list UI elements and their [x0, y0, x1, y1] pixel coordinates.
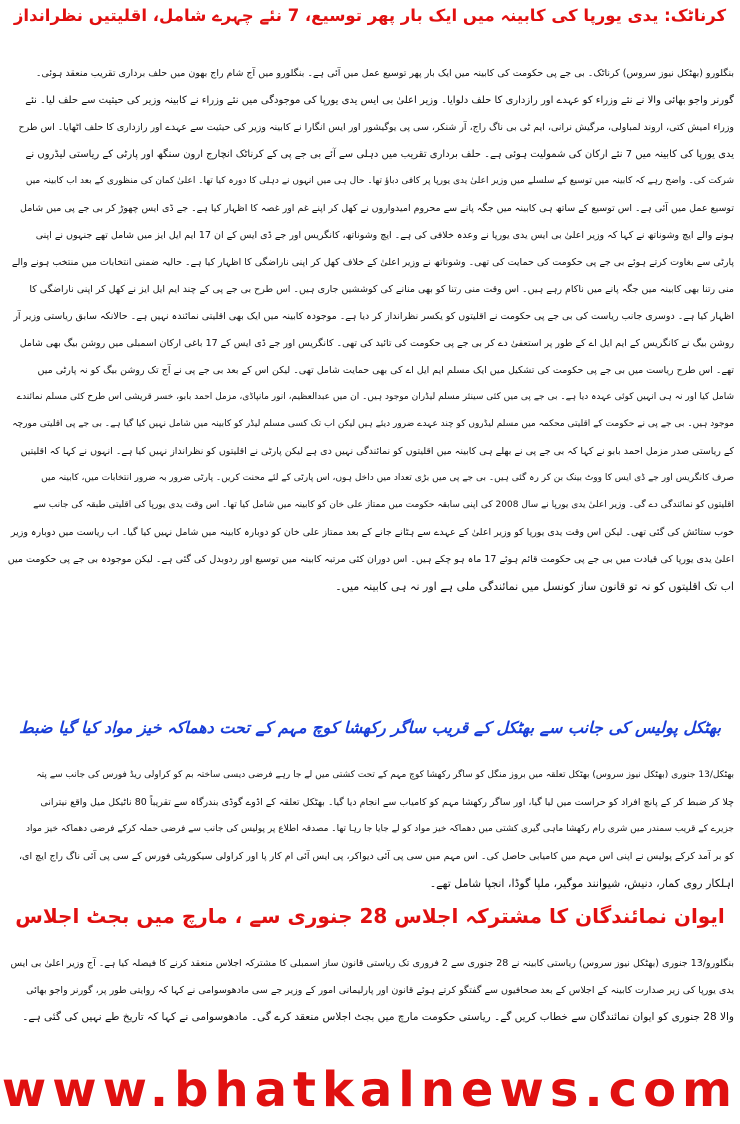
article-1-line: وزراء امیش کتی، اروند لمباولی، مرگیش نرانی، ایم ٹی بی ناگ راج، آر شنکر، سی پی یوگیشور اور ایس انگارا نے کابینہ وزیر کی حیثیت سے عہدے اور رازداری کا حلف اٹھایا۔ اس طرح: [18, 122, 734, 133]
article-2-headline: بھٹکل پولیس کی جانب سے بھٹکل کے قریب ساگر رکھشا کوچ مہم کے تحت دھماکہ خیز مواد کیا گیا ضبط: [19, 718, 721, 737]
article-3-line: بنگلورو/13 جنوری (بھٹکل نیوز سروس) ریاستی کابینہ نے 28 جنوری سے 2 فروری تک ریاستی قانون ساز اسمبلی کا مشترکہ اجلاس منعقد کرنے کا فیصلہ کیا ہے۔ آج وزیر اعلیٰ بی ایس: [10, 958, 734, 969]
article-1-line: توسیع عمل میں آئی ہے۔ اس توسیع کے ساتھ ہی کابینہ میں جگہ پانے سے محروم امیدواروں نے کھل کر اپنے غم اور غصہ کا اظہار کیا ہے۔ جے ڈی ایس چھوڑ کر بی جے پی میں شامل: [20, 203, 734, 214]
article-3-headline: ایوان نمائندگان کا مشترکہ اجلاس 28 جنوری سے ، مارچ میں بجٹ اجلاس: [15, 904, 725, 928]
article-1-body: [6, 60, 734, 712]
article-1-line: صرف کانگریس اور جے ڈی ایس کا ووٹ بینک بن کر رہ گئی ہیں۔ بی جے پی میں بڑی تعداد میں داخل ہوں، اس پارٹی کے لئے محنت کریں۔ پارٹی ضرور بہ ضرور انتخابات میں، کابینہ میں: [41, 473, 734, 483]
article-2-line: جزیرے کے قریب سمندر میں شری رام رکھشا ماہی گیری کشتی میں دھماکہ خیز مواد کو لے جایا جا رہا تھا۔ مصدقہ اطلاع پر پولیس کی جانب سے فرضی حملہ کرکے فرضی دھماکہ خیز مواد: [25, 824, 734, 834]
article-1-line: کے ریاستی صدر مزمل احمد بابو نے کہا کہ بی جے پی نے بھلے ہی کابینہ میں اقلیتوں کو نمائندگی نہیں دی ہے لیکن پارٹی نے اقلیتوں کو نظرانداز نہیں کیا ہے۔ انہوں نے کہا کہ اقلیتیں: [20, 446, 734, 457]
article-1-line: اظہار کیا ہے۔ دوسری جانب ریاست کی بی جے پی حکومت نے اقلیتوں کو یکسر نظرانداز کر دیا ہے۔ موجودہ کابینہ میں ایک بھی اقلیتی نمائندہ نہیں ہے۔ حالانکہ سابق ریاستی وزیر آر: [13, 311, 734, 322]
article-3-body: [6, 950, 734, 1052]
article-2-line: بھٹکل/13 جنوری (بھٹکل نیوز سروس) بھٹکل تعلقہ میں بروز منگل کو ساگر رکھشا کوچ مہم کے تحت کشتی میں لے جا رہے فرضی دیسی ساختہ بم کو کراولی ریڈ فورس کی جانب سے پتہ: [36, 770, 734, 780]
article-3-line: والا 28 جنوری کو ایوان نمائندگان سے خطاب کریں گے۔ ریاستی حکومت مارچ میں بجٹ اجلاس منعقد کرے گی۔ مادھوسوامی نے کہا کہ تاریخ طے نہیں کی گئی ہے۔: [22, 1011, 734, 1023]
article-1-line: اب تک اقلیتوں کو نہ تو قانون ساز کونسل میں نمائندگی ملی ہے اور نہ ہی کابینہ میں۔: [335, 580, 734, 593]
article-1-line: اقلیتوں کو نمائندگی دے گی۔ وزیر اعلیٰ یدی یورپا نے سال 2008 کی اپنی سابقہ حکومت میں ممتاز علی خان کو کابینہ میں شامل کیا تھا۔ اس وقت یدی یورپا کی اقلیتی طبقہ کی جانب سے: [33, 500, 734, 510]
article-2-line: چلا کر ضبط کر کے پانچ افراد کو حراست میں لیا گیا، اور ساگر رکھشا مہم کو کامیاب سے انجام دیا گیا۔ بھٹکل تعلقہ کے اڈوے گوڈی بندرگاہ سے تقریباً 80 ناٹیکل میل واقع نیترانی: [40, 797, 734, 808]
article-1-line: تھے۔ اس طرح ریاست میں بی جے پی حکومت کی تشکیل میں ایک مسلم ایم ایل اے کی بھی حمایت شامل تھی۔ لیکن اس کے بعد بی جے پی نے آج تک روشن بیگ کو نہ پارٹی میں: [37, 365, 734, 376]
article-1-line: شامل کیا اور نہ ہی انہیں کوئی عہدہ دیا ہے۔ بی جے پی میں کئی سینئر مسلم لیڈران موجود ہیں۔ ان میں عبدالعظیم، انور مانپاڈی، مزمل احمد بابو، خسر قریشی اس طرح کئی مسلم نمائندے: [16, 392, 734, 402]
site-url-banner: www.bhatkalnews.com: [1, 1062, 739, 1118]
article-2-line: اہلکار روی کمار، دنیش، شیوانند موگیر، ملپا گوڈا، انجپا شامل تھے۔: [429, 877, 734, 890]
article-2-body: [6, 762, 734, 897]
article-1-line: ہونے والے ایچ وشوناتھ نے کہا کہ وزیر اعلیٰ بی ایس یدی یورپا نے وعدہ خلافی کی ہے۔ ایچ وشوناتھ، کانگریس اور جے ڈی ایس کے ان 17 ایم ایل ایز میں شامل تھے جنہوں نے اپنی: [35, 230, 734, 241]
article-1-line: گورنر واجو بھائی والا نے نئے وزراء کو عہدے اور رازداری کا حلف دلوایا۔ وزیر اعلیٰ بی ایس یدی یورپا کی موجودگی میں نئے وزراء نے کابینہ وزیر کی حیثیت سے حلف لیا۔ نئے: [25, 95, 734, 106]
article-1-line: اعلیٰ یدی یورپا کی قیادت میں بی جے پی حکومت قائم ہوئے 17 ماہ ہو چکے ہیں۔ اس دوران کئی مرتبہ کابینہ میں توسیع اور ردوبدل کی گئی ہے۔ لیکن موجودہ بی جے پی حکومت میں: [7, 554, 734, 565]
article-1-line: روشن بیگ نے کانگریس کے ایم ایل اے کے طور پر استعفیٰ دے کر بی جے پی حکومت کی تائید کی تھی۔ کانگریس اور جے ڈی ایس کے 17 باغی ارکان اسمبلی میں روشن بیگ بھی شامل: [19, 338, 734, 349]
article-3-line: یدی یورپا کی زیر صدارت کابینہ کے اجلاس کے بعد صحافیوں سے گفتگو کرتے ہوئے قانون اور پارلیمانی امور کے وزیر جے سی مادھوسوامی نے کہا کہ روایتی طور پر، گورنر واجو بھائی: [26, 985, 734, 996]
article-2-line: کو بر آمد کرکے پولیس نے اپنی اس مہم میں کامیابی حاصل کی۔ اس مہم میں سی پی آئی دیواکر، پی ایس آئی ام کار پا اور کراولی سیکوریٹی فورس کے سی پی آئی ناگ راج ایچ ای،: [18, 851, 734, 862]
article-1-line: منی رتنا بھی کابینہ میں جگہ پانے میں ناکام رہے ہیں۔ اس وقت منی رتنا کو بھی منانے کی کوششیں جاری ہیں۔ اس طرح بی جے پی کے چند ایم ایل ایز نے کھل کر اپنی ناراضگی کا: [29, 284, 734, 295]
article-1-headline: کرناٹک: یدی یورپا کی کابینہ میں ایک بار پھر توسیع، 7 نئے چہرے شامل، اقلیتیں نظرانداز: [13, 6, 727, 25]
article-1-line: موجود ہیں۔ بی جے پی نے حکومت کے اقلیتی محکمہ میں مسلم لیڈروں کو چند عہدے ضرور دیئے ہیں لیکن اب تک کسی مسلم لیڈر کو کابینہ میں شامل نہیں کیا گیا ہے۔ بی جے پی اقلیتی مورچہ: [12, 419, 734, 429]
article-1-line: شرکت کی۔ واضح رہے کہ کابینہ میں توسیع کے سلسلے میں وزیر اعلیٰ یدی یورپا پر کافی دباؤ تھا۔ حال ہی میں انہوں نے دہلی کا دورہ کیا تھا۔ اعلیٰ کمان کی منظوری کے بعد اب کابینہ میں: [25, 176, 734, 186]
article-1-line: خوب ستائش کی گئی تھی۔ لیکن اس وقت یدی یورپا کو وزیر اعلیٰ کے عہدے سے ہٹانے جانے کے بعد ممتاز علی خان کو دوبارہ کابینہ میں شامل نہیں کیا گیا۔ اب ریاست میں دوبارہ وزیر: [10, 527, 734, 538]
article-1-line: پارٹی سے بغاوت کرتے ہوئے بی جے پی حکومت کی حمایت کی تھی۔ وشوناتھ نے وزیر اعلیٰ کے خلاف کھل کر اپنی ناراضگی کا اظہار کیا ہے۔ حالیہ ضمنی انتخابات میں منتخب ہونے والے: [11, 257, 734, 268]
article-1-line: یدی یورپا کی کابینہ میں 7 نئے ارکان کی شمولیت ہوئی ہے۔ حلف برداری تقریب میں دہلی سے آئے بی جے پی کے کرناٹک انچارج ارون سنگھ اور پارٹی کے ریاستی لیڈروں نے: [25, 149, 734, 160]
article-1-line: بنگلورو (بھٹکل نیوز سروس) کرناٹک۔ بی جے پی حکومت کی کابینہ میں ایک بار پھر توسیع عمل میں آئی ہے۔ بنگلورو میں آج شام راج بھون میں حلف برداری تقریب منعقد ہوئی۔: [35, 68, 734, 79]
